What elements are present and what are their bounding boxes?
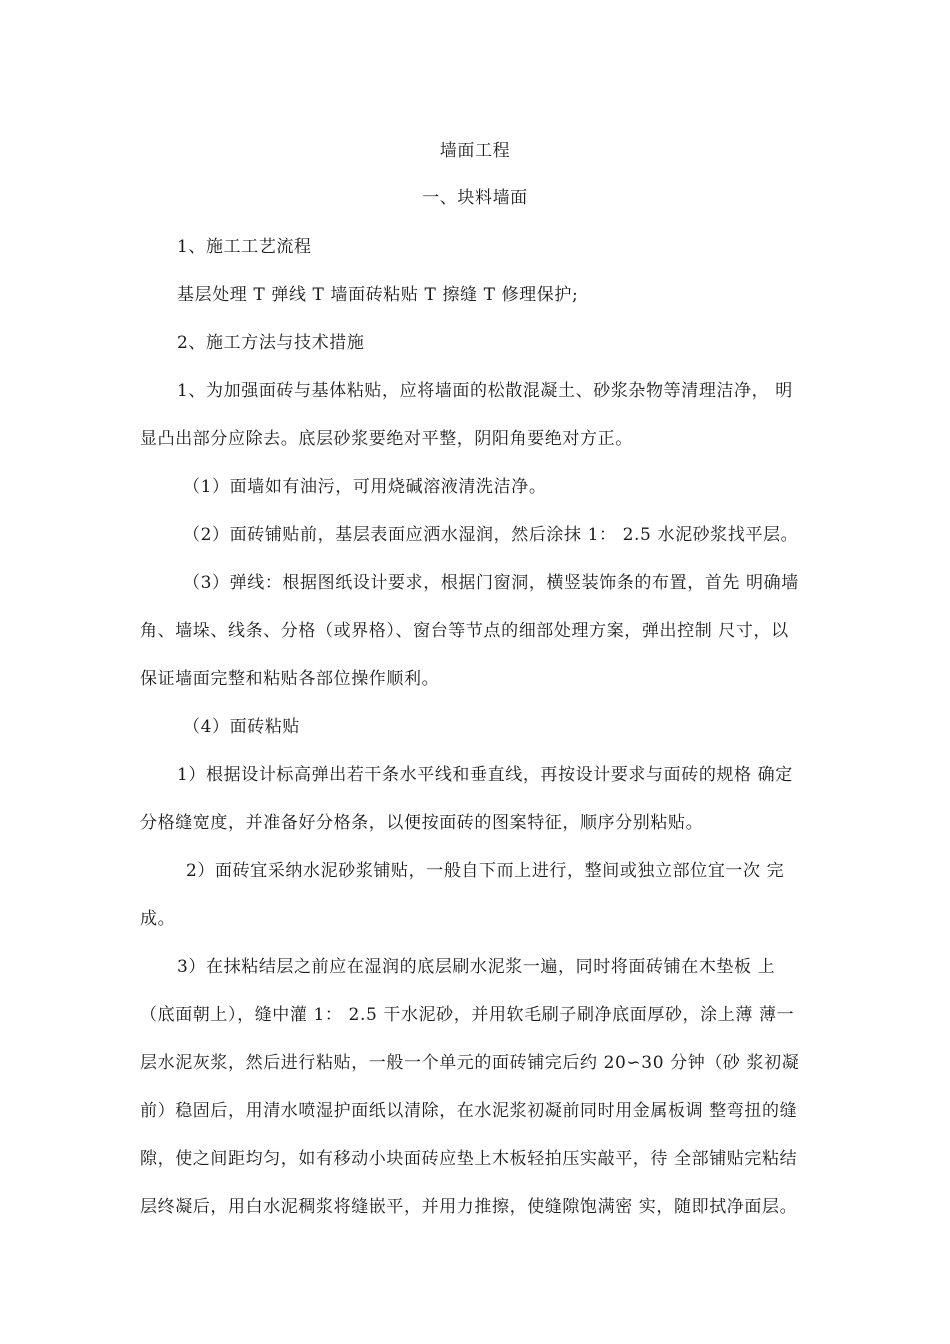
paragraph-line: （4）面砖粘贴: [183, 717, 301, 737]
section-heading: 一、块料墙面: [422, 188, 528, 208]
paragraph-line: 层水泥灰浆，然后进行粘贴，一般一个单元的面砖铺完后约 20∽30 分钟（砂 浆初凝: [140, 1053, 800, 1073]
subheading-process: 1、施工工艺流程: [177, 237, 312, 257]
paragraph-line: 隙，使之间距均匀，如有移动小块面砖应垫上木板轻拍压实敲平，待 全部铺贴完粘结: [140, 1149, 798, 1169]
paragraph-line: （2）面砖铺贴前，基层表面应洒水湿润，然后涂抹 1： 2.5 水泥砂浆找平层。: [183, 525, 799, 545]
paragraph-line: 分格缝宽度，并准备好分格条，以便按面砖的图案特征，顺序分别粘贴。: [140, 813, 704, 833]
subheading-methods: 2、施工方法与技术措施: [177, 333, 365, 353]
paragraph-line: 角、墙垛、线条、分格（或界格）、窗台等节点的细部处理方案，弹出控制 尺寸，以: [140, 621, 789, 641]
paragraph-line: 2）面砖宜采纳水泥砂浆铺贴，一般自下而上进行，整间或独立部位宜一次 完: [186, 861, 785, 881]
paragraph-line: 保证墙面完整和粘贴各部位操作顺利。: [140, 669, 440, 689]
paragraph-line: （底面朝上），缝中灌 1： 2.5 干水泥砂，并用软毛刷子刷净底面厚砂，涂上薄 薄一: [140, 1005, 795, 1025]
paragraph-line: （3）弹线：根据图纸设计要求，根据门窗洞，横竖装饰条的布置，首先 明确墙: [183, 573, 799, 593]
paragraph-line: （1）面墙如有油污，可用烧碱溶液清洗洁净。: [183, 477, 547, 497]
paragraph-line: 1）根据设计标高弹出若干条水平线和垂直线，再按设计要求与面砖的规格 确定: [177, 765, 793, 785]
paragraph-line: 前）稳固后，用清水喷湿护面纸以清除，在水泥浆初凝前同时用金属板调 整弯扭的缝: [140, 1101, 798, 1121]
paragraph-line: 显凸出部分应除去。底层砂浆要绝对平整，阴阳角要绝对方正。: [140, 429, 633, 449]
paragraph-line: 3）在抹粘结层之前应在湿润的底层刷水泥浆一遍，同时将面砖铺在木垫板 上: [177, 957, 776, 977]
process-flow: 基层处理 T 弹线 T 墙面砖粘贴 T 擦缝 T 修理保护;: [177, 285, 579, 305]
paragraph-line: 1、为加强面砖与基体粘贴，应将墙面的松散混凝土、砂浆杂物等清理洁净， 明: [177, 381, 793, 401]
paragraph-line: 层终凝后，用白水泥稠浆将缝嵌平，并用力推擦，使缝隙饱满密 实，随即拭净面层。: [140, 1197, 798, 1217]
document-title: 墙面工程: [439, 141, 511, 161]
paragraph-line: 成。: [140, 909, 176, 929]
